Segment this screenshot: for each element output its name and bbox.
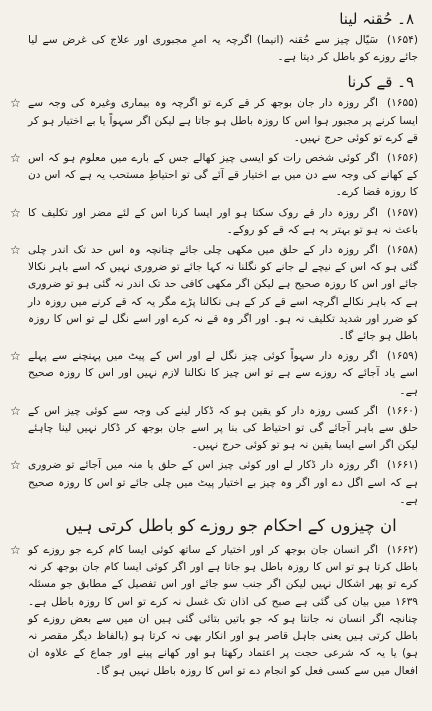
paragraph-text: اگر روزہ دار قے روک سکتا ہو اور ایسا کرنا اس کے لئے مضر اور تکلیف کا باعث نہ ہو تو بہتر یہ ہے کہ قے کو روکے۔ xyxy=(28,206,418,236)
star-icon: ☆ xyxy=(10,543,21,558)
paragraph-text: اگر روزہ دار سہواً کوئی چیز نگل لے اور اس کے پیٹ میں پہنچنے سے پہلے اسے یاد آجائے کہ روزے سے ہے تو اس چیز کا نکالنا لازم نہیں اور اس کا روزہ صحیح ہے۔ xyxy=(28,350,418,397)
paragraph-number: (۱۶۶۲) xyxy=(386,544,418,557)
paragraph-1661 xyxy=(8,457,424,509)
paragraph-text: اگر کسی روزہ دار کو یقین ہو کہ ڈکار لینے کی وجہ سے کوئی چیز اس کے حلق سے باہر آجائے گی تو احتیاط کی بنا پر اسے جان بوجھ کر ڈکار نہیں لینا چاہئے لیکن اگر اسے ایسا یقین نہ ہو تو کوئی حرج نہیں۔ xyxy=(28,404,418,452)
star-icon: ☆ xyxy=(10,403,21,418)
heading-vomiting: ۹۔ قے کرنا xyxy=(347,73,414,92)
paragraph-number: (۱۶۵۷) xyxy=(386,206,418,219)
paragraph-1656 xyxy=(8,150,424,202)
star-icon: ☆ xyxy=(10,151,21,166)
paragraph-number: (۱۶۵۸) xyxy=(386,244,418,257)
star-icon: ☆ xyxy=(10,205,21,220)
heading-enema: ۸۔ حُقنہ لینا xyxy=(339,10,414,28)
paragraph-text: اگر روزہ دار ڈکار لے اور کوئی چیز اس کے حلق یا منہ میں آجائے تو ضروری ہے کہ اسے اگل دے اور اگر وہ چیز بے اختیار پیٹ میں چلی جائے تو اس کا روزہ صحیح ہے۔ xyxy=(28,459,418,506)
paragraph-1660 xyxy=(8,403,424,455)
paragraph-text: اگر انسان جان بوجھ کر اور اختیار کے ساتھ کوئی ایسا کام کرے جو روزے کو باطل کرتا ہو تو اس کا روزہ باطل ہو جاتا ہے اور اگر کوئی ایسا کام جان بوجھ کر نہ کرے تو پھر اشکال نہیں لیکن اگر جنب سو جائے اور اس تفصیل کے مطابق جو مسئلہ ۱۶۳۹ میں بیان کی گئی ہے صبح کی اذان تک غسل نہ کرے تو اس کا روزہ باطل ہے۔ چنانچہ اگر انسان نہ جانتا ہو کہ جو باتیں بتائی گئی ہیں ان میں سے بعض روزے کو باطل کرتی ہیں یعنی جاہل قاصر ہو اور انکار بھی نہ کرتا ہو (بالفاظ دیگر مقصر نہ ہو) یا یہ کہ شرعی حجت پر اعتماد رکھتا ہو اور کھانے پینے اور جماع کے علاوہ ان افعال میں سے کسی فعل کو انجام دے تو اس کا روزہ باطل نہیں ہو گا۔ xyxy=(28,544,418,677)
star-icon: ☆ xyxy=(10,349,21,364)
paragraph-1654 xyxy=(8,32,424,66)
paragraph-number: (۱۶۵۶) xyxy=(386,152,418,165)
paragraph-1655 xyxy=(8,95,424,147)
paragraph-number: (۱۶۵۴) xyxy=(386,34,418,46)
paragraph-text: اگر روزہ دار کے حلق میں مکھی چلی جائے چنانچہ وہ اس حد تک اندر چلی گئی ہو کہ اس کے نیچے لے جانے کو نگلنا نہ کہا جائے تو ضروری نہیں کہ اسے باہر نکالا جائے اور اس کا روزہ صحیح ہے لیکن اگر مکھی کافی حد تک اندر نہ گئی ہو تو ضروری ہے کہ باہر نکالے اگرچہ اسے قے کر کے ہی نکالنا پڑے مگر یہ کہ قے کرنے میں روزہ دار کو ضرر اور شدید تکلیف نہ ہو۔ اور اگر وہ قے نہ کرے اور اسے نگل لے تو اس کا روزہ باطل ہو جائے گا۔ xyxy=(28,244,418,343)
paragraph-1662 xyxy=(8,542,424,680)
paragraph-1659 xyxy=(8,348,424,400)
paragraph-number: (۱۶۵۹) xyxy=(386,350,418,363)
paragraph-1657 xyxy=(8,205,424,239)
paragraph-number: (۱۶۵۵) xyxy=(386,97,418,110)
star-icon: ☆ xyxy=(10,243,21,258)
star-icon: ☆ xyxy=(10,96,21,111)
paragraph-text: سَیّال چیز سے حُقنہ (انیما) اگرچہ یہ امرِ مجبوری اور علاج کی غرض سے لیا جائے روزے کو باطل کر دیتا ہے۔ xyxy=(28,34,418,64)
paragraph-number: (۱۶۶۱) xyxy=(386,459,418,472)
paragraph-number: (۱۶۶۰) xyxy=(386,404,418,417)
paragraph-text: اگر روزہ دار جان بوجھ کر قے کرے تو اگرچہ وہ بیماری وغیرہ کی وجہ سے ایسا کرنے پر مجبور ہوا اس کا روزہ باطل ہو جاتا ہے لیکن اگر سہواً یا بے اختیار ہو کر قے کرے تو کوئی حرج نہیں۔ xyxy=(28,97,418,144)
paragraph-1658 xyxy=(8,242,424,345)
star-icon: ☆ xyxy=(10,458,21,473)
paragraph-text: اگر کوئی شخص رات کو ایسی چیز کھالے جس کے بارے میں معلوم ہو کہ اس کے کھانے کی وجہ سے دن میں بے اختیار قے آئے گی تو احتیاطِ مستحب یہ ہے کہ اس دن کا روزہ قضا کرے۔ xyxy=(28,152,418,199)
section-title: ان چیزوں کے احکام جو روزے کو باطل کرتی ہیں xyxy=(65,516,397,536)
